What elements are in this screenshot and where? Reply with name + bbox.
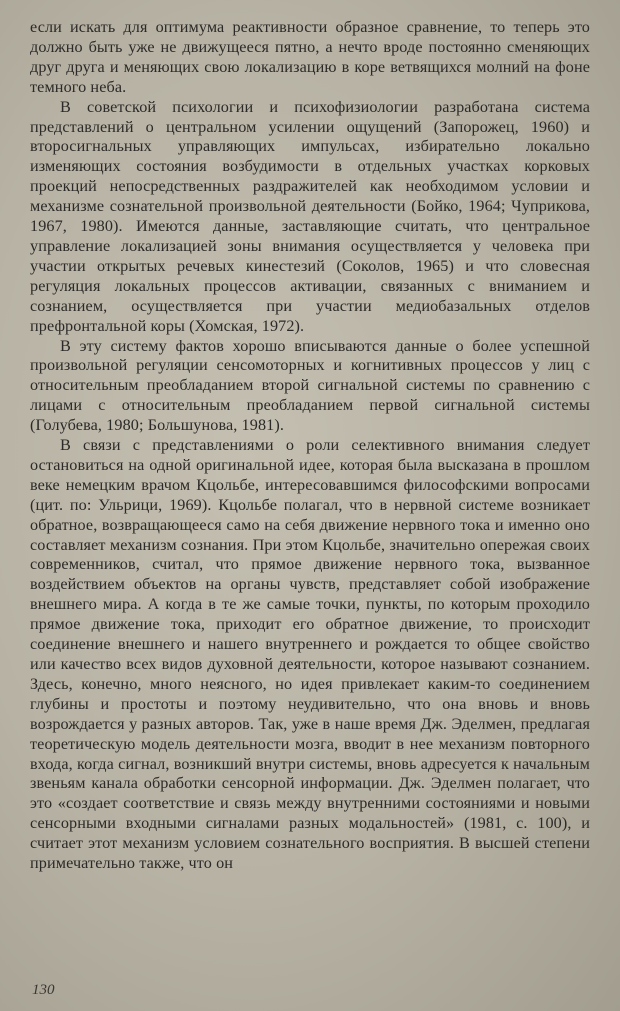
page-number: 130 bbox=[32, 982, 55, 998]
paragraph-1: если искать для оптимума реактивности образное сравнение, то теперь это должно быть уже не движущееся пятно, а нечто вроде постоянно сменяющих друг друга и меняющих свою локализацию в коре ветвящихся молний на фоне темного неба. bbox=[30, 18, 590, 96]
paragraph-2: В советской психологии и психофизиологии разработана система представлений о центральном усилении ощущений (Запорожец, 1960) и второсигнальных управляющих импульсах, избирательно локально изменяющих состояния возбудимости в отдельных участках корковых проекций непосредственных раздражителей как необходимом условии и механизме сознательной произвольной деятельности (Бойко, 1964; Чуприкова, 1967, 1980). Имеются данные, заставляющие считать, что центральное управление локализацией зоны внимания осуществляется у человека при участии открытых речевых кинестезий (Соколов, 1965) и что словесная регуляция локальных процессов активации, связанных с вниманием и сознанием, осуществляется при участии медиобазальных отделов префронтальной коры (Хомская, 1972). bbox=[30, 97, 590, 335]
paragraph-3: В эту систему фактов хорошо вписываются данные о более успешной произвольной регуляции сенсомоторных и когнитивных процессов у лиц с относительным преобладанием второй сигнальной системы по сравнению с лицами с относительным преобладанием первой сигнальной системы (Голубева, 1980; Большунова, 1981). bbox=[30, 336, 590, 435]
body-text bbox=[30, 18, 590, 874]
paragraph-4: В связи с представлениями о роли селективного внимания следует остановиться на одной оригинальной идее, которая была высказана в прошлом веке немецким врачом Кцольбе, интересовавшимся философскими вопросами (цит. по: Ульрици, 1969). Кцольбе полагал, что в нервной системе возникает обратное, возвращающееся само на себя движение нервного тока и именно оно составляет механизм сознания. При этом Кцольбе, значительно опережая своих современников, считал, что прямое движение нервного тока, вызванное воздействием объектов на органы чувств, представляет собой изображение внешнего мира. А когда в те же самые точки, пункты, по которым проходило прямое движение тока, приходит его обратное движение, то происходит соединение внешнего и нашего внутреннего и рождается то общее свойство или качество всех видов духовной деятельности, которое называют сознанием. Здесь, конечно, много неясного, но идея привлекает каким-то соединением глубины и простоты и поэтому неудивительно, что она вновь и вновь возрождается у разных авторов. Так, уже в наше время Дж. Эделмен, предлагая теоретическую модель деятельности мозга, вводит в нее механизм повторного входа, когда сигнал, возникший внутри системы, вновь адресуется к начальным звеньям канала обработки сенсорной информации. Дж. Эделмен полагает, что это «создает соответствие и связь между внутренними состояниями и новыми сенсорными входными сигналами разных модальностей» (1981, с. 100), и считает этот механизм условием сознательного восприятия. В высшей степени примечательно также, что он bbox=[30, 436, 590, 873]
